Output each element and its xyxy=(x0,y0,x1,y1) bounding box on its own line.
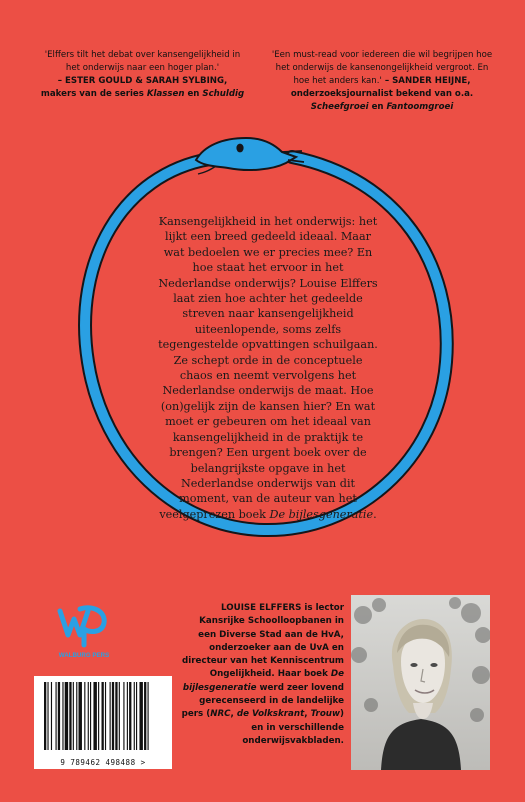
quote-works: Scheefgroei en Fantoomgroei xyxy=(310,102,454,112)
isbn-number: 9 789462 498488 > xyxy=(60,758,146,767)
publisher-name: WALBURG PERS xyxy=(58,652,110,659)
quote-source: – SANDER HEIJNE, onderzoeksjournalist bekend van o.a. xyxy=(290,76,474,99)
walburg-pers-logo-icon xyxy=(50,601,118,661)
author-photo xyxy=(351,595,490,770)
quote-text: 'Elffers tilt het debat over kansengelijkheid in het onderwijs naar een hoger plan.' xyxy=(44,50,241,73)
quote-source: – ESTER GOULD & SARAH SYLBING, makers van de series Klassen en Schuldig xyxy=(40,76,245,99)
book-title: De bijlesgeneratie xyxy=(269,507,374,521)
author-bio: LOUISE ELFFERS is lector Kansrijke Schoolloopbanen in een Diverse Stad aan de HvA, onderzoeker aan de UvA en directeur van het Kenniscentrum Ongelijkheid. Haar boek De bijlesgeneratie werd zeer lovend gerecenseerd in de landelijke pers (NRC, de Volkskrant, Trouw) en in verschillende onderwijsvakbladen. xyxy=(181,603,344,746)
isbn-barcode xyxy=(34,676,172,769)
quote-text: 'Een must-read voor iedereen die wil begrijpen hoe het onderwijs de kansenongelijkheid vergroot. En hoe het anders kan.' – SANDER HEIJNE, onderzoeksjournalist bekend van o.a. xyxy=(271,50,493,99)
barcode-bars-icon xyxy=(34,676,172,756)
blurb-text: Kansengelijkheid in het onderwijs: het lijkt een breed gedeeld ideaal. Maar wat bedoelen we er precies mee? En hoe staat het ervoor in het Nederlandse onderwijs? Louise Elffers laat zien hoe achter het gedeelde streven naar kansengelijkheid uiteenlopende, soms zelfs tegengestelde opvattingen schuilgaan. Ze schept orde in de conceptuele chaos en neemt vervolgens het Nederlandse onderwijs de maat. Hoe (on)gelijk zijn de kansen hier? En wat moet er gebeuren om het ideaal van kansengelijkheid in de praktijk te brengen? Een urgent boek over de belangrijkste opgave in het Nederlandse onderwijs van dit moment, van de auteur van het veelgeprezen boek De bijlesgeneratie. xyxy=(158,215,378,521)
